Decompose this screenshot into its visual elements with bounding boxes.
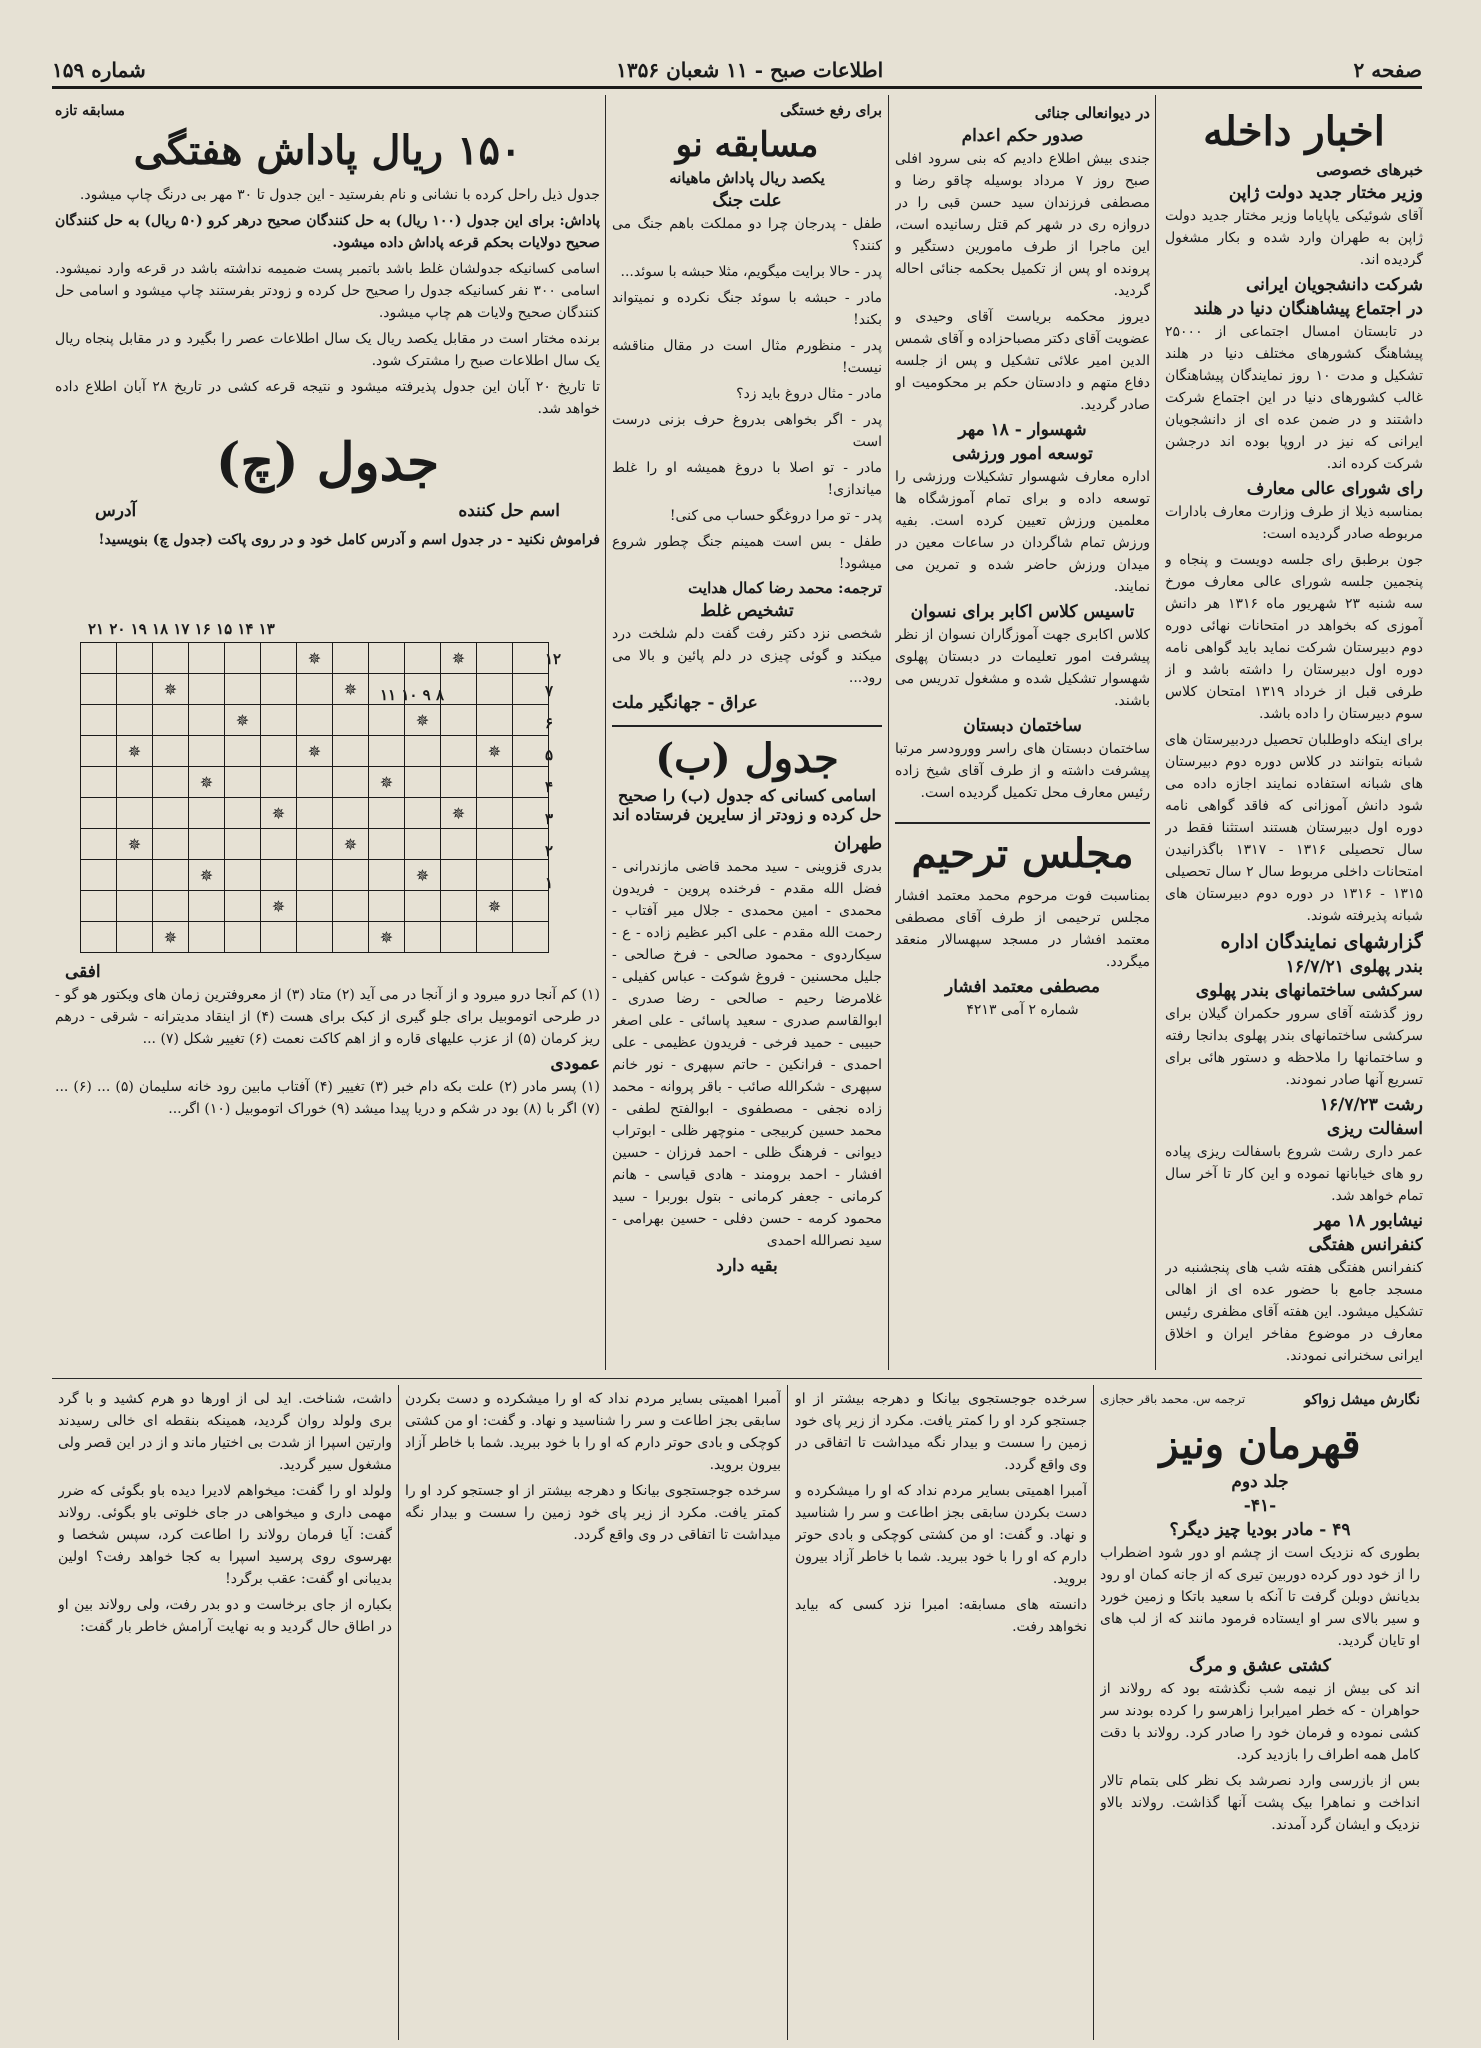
grid-cell[interactable]: [153, 798, 189, 829]
contest-title: مسابقه نو: [675, 125, 819, 165]
grid-cell[interactable]: [441, 829, 477, 860]
grid-row: [81, 829, 549, 860]
grid-column-numbers: ۲۱ ۲۰ ۱۹ ۱۸ ۱۷ ۱۶ ۱۵ ۱۴ ۱۳: [88, 620, 275, 638]
grid-cell[interactable]: [477, 705, 513, 736]
solver-name-label: اسم حل کننده: [458, 501, 560, 521]
crossword-clues: [55, 958, 600, 1368]
grid-cell[interactable]: [81, 643, 117, 674]
kicker: مسابقه تازه: [55, 103, 125, 119]
grid-cell[interactable]: [225, 767, 261, 798]
grid-cell[interactable]: [81, 891, 117, 922]
grid-cell[interactable]: [261, 705, 297, 736]
grid-cell[interactable]: [189, 674, 225, 705]
grid-cell[interactable]: [117, 643, 153, 674]
domestic-news-column: [1165, 100, 1423, 1370]
header-rule: [52, 86, 1422, 89]
serial-story: [1100, 1388, 1420, 2038]
article-text: کنفرانس هفتگی هفته شب های پنجشنبه در مسجد جامع با حضور عده ای از اهالی تشکیل میشود. این هفته آقای مظفری رئیس معارف در موضوع مفاخر ایران و اخلاق ایرانی سخنرانی نمودند.: [1165, 1260, 1423, 1364]
across-clues: (۱) کم آنجا درو میرود و از آنجا در می آید (۲) متاد (۳) از معروفترین زمان های ویکتور هو گو - در طرحی اتوموبیل برای جلو گیری از کبک برای هست (۴) از اینقاد مدیترانه - شرقی - درهم ریز کرمان (۵) از عزب علیهای قاره و از اهم کاکت نعمت (۶) تغییر شکل (۷) ...: [55, 987, 600, 1047]
grid-row-number: ۳: [545, 810, 554, 828]
grid-cell[interactable]: [153, 705, 189, 736]
grid-block-cell: ✵: [405, 860, 441, 891]
serial-title: قهرمان ونیز: [1159, 1421, 1361, 1468]
grid-cell[interactable]: [333, 922, 369, 953]
translator-credit: ترجمه س. محمد باقر حجازی: [1100, 1392, 1246, 1406]
grid-row: [81, 736, 549, 767]
grid-cell[interactable]: [153, 643, 189, 674]
winner-names: بدری قزوینی - سید محمد قاضی مازندرانی - فضل الله مقدم - فرخنده پروین - فریدون محمدی - امین محمدی - جلال میر آفتاب - رحمت الله مقدم - علی اکبر عظیم زاده - ع - سیکاردوی - محمود صالحی - فرخ صالحی - جلیل محسنین - فروغ شوکت - عباس کفیلی - غلامرضا رحیم - صالحی - رضا صدری - ابوالقاسم صدری - سعید پاسائی - علی اصغر حبیبی - حمید فرخی - فریدون عظیمی - علی احمدی - فرانکین - حاتم سپهری - نور خانم سپهری - شکرالله صائب - باقر پروانه - محمد زاده نجفی - مصطفوی - ابوالفتح لطفی - محمد حسین کربیجی - منوچهر ظلی - ابوتراب دیوانی - فرهنگ ظلی - احمد فرزان - حسین افشار - احمد برومند - هادی قیاسی - هانم کرمانی - جعفر کرمانی - بتول بوربرا - سید محمود کرمه - حسن دفلی - حسین بهرامی - سید نصرالله احمدی: [612, 859, 882, 1249]
grid-cell[interactable]: [333, 860, 369, 891]
grid-cell[interactable]: [117, 891, 153, 922]
grid-cell[interactable]: [117, 767, 153, 798]
grid-cell[interactable]: [153, 891, 189, 922]
grid-block-cell: ✵: [333, 829, 369, 860]
grid-block-cell: ✵: [117, 736, 153, 767]
grid-block-cell: ✵: [153, 922, 189, 953]
contest-column: [612, 100, 882, 1370]
grid-cell[interactable]: [513, 860, 549, 891]
grid-cell[interactable]: [189, 736, 225, 767]
grid-block-cell: ✵: [441, 798, 477, 829]
grid-row: [81, 922, 549, 953]
grid-cell[interactable]: [225, 829, 261, 860]
grid-cell[interactable]: [441, 767, 477, 798]
story-text: آمبرا اهمیتی بسایر مردم نداد که او را میشکرده و دست بکردن سابقی بجز اطاعت و سر را شناسید و نهاد. و گفت: او من کشتی کوچکی و بادی حوتر دارم که او را با خود ببرید. شما با خاطر آزاد بیرون بروید.: [405, 1391, 781, 1473]
serial-story-cont: [795, 1388, 1087, 2038]
grid-cell[interactable]: [477, 798, 513, 829]
grid-cell[interactable]: [297, 674, 333, 705]
grid-cell[interactable]: [441, 860, 477, 891]
grid-cell[interactable]: [81, 674, 117, 705]
prize-text: پاداش: برای این جدول (۱۰۰ ریال) به حل کنندگان صحیح درهر کرو (۵۰ ریال) به حل کنندگان صحیح دولایات بحکم قرعه پاداش داده میشود.: [55, 213, 600, 251]
story-text: سرخده جوجستجوی بیانکا و دهرجه بیشتر از او جستجو کرد او را کمتر یافت. مکرد از زیر پای خود زمین را سست و بیدار نگه میداشت تا اتفاقی در وی واقع گردد.: [405, 1483, 781, 1543]
grid-cell[interactable]: [405, 643, 441, 674]
grid-cell[interactable]: [513, 798, 549, 829]
section-divider: [52, 1378, 1422, 1379]
page-header: [52, 58, 1422, 82]
headline: تشخیص غلط: [700, 601, 794, 621]
column-divider: [1155, 95, 1156, 1370]
table-b-title: جدول (ب): [612, 725, 882, 782]
grid-cell[interactable]: [297, 860, 333, 891]
grid-cell[interactable]: [225, 674, 261, 705]
headline: علت جنگ: [712, 191, 782, 211]
story-text: بطوری که نزدیک است از چشم او دور شود اضطراب را از خود دور کرده دوربین تیری که از جانه کمان او رود بدیانش دوبلن گرفت تا آنکه با سعید باتکا و زمین خورد و سیر بالای سر او ایستاده فرمود مانند که از لب های او تایان گردید.: [1100, 1545, 1420, 1649]
article-text: جون برطبق رای جلسه دویست و پنجاه و پنجمین جلسه شورای عالی معارف مورخ سه شنبه ۲۳ شهریور ماه ۱۳۱۶ هر دانش آموزی که بخواهد در امتحانات نهائی دوره دوم دبیرستان شرکت نماید باید گواهی نامه دوره اول دبیرستان را داشته باشد و از طرفی قبل از خرداد ۱۳۱۹ امتحان کلاس سوم دبیرستان را داده باشد.: [1165, 552, 1423, 722]
dialog-line: مادر - تو اصلا با دروغ همیشه او را غلط میاندازی!: [612, 460, 882, 498]
dialog-line: پدر - اگر بخواهی بدروغ حرف بزنی درست است: [612, 412, 882, 450]
signature: عراق - جهانگیر ملت: [612, 693, 758, 713]
grid-cell[interactable]: [297, 798, 333, 829]
grid-cell[interactable]: [117, 860, 153, 891]
dialog-line: مادر - حبشه با سوئد جنگ نکرده و نمیتواند بکند!: [612, 290, 882, 328]
headline-kicker: در دیوانعالی جنائی: [1034, 104, 1150, 122]
section-title: اخبار داخله: [1203, 108, 1385, 155]
grid-cell[interactable]: [261, 736, 297, 767]
grid-cell[interactable]: [81, 705, 117, 736]
crossword-table: [80, 642, 549, 953]
grid-block-cell: ✵: [153, 674, 189, 705]
grid-cell[interactable]: [513, 829, 549, 860]
grid-cell[interactable]: [369, 643, 405, 674]
continued-label: بقیه دارد: [716, 1256, 778, 1276]
grid-row: [81, 705, 549, 736]
grid-cell[interactable]: [369, 674, 405, 705]
grid-row: [81, 860, 549, 891]
across-heading: افقی: [65, 962, 101, 982]
grid-row: [81, 891, 549, 922]
grid-cell[interactable]: [297, 891, 333, 922]
article-text: روز گذشته آقای سرور حکمران گیلان برای سرکشی ساختمانهای بندر پهلوی بدانجا رفته و ساختمانها را ملاحظه و دستور هائی برای تسریع آنها صادر نمودند.: [1165, 1006, 1423, 1088]
grid-cell[interactable]: [405, 798, 441, 829]
grid-cell[interactable]: [513, 891, 549, 922]
grid-row-number: ۱۲: [545, 650, 562, 668]
down-heading: عمودی: [550, 1054, 600, 1074]
grid-cell[interactable]: [189, 829, 225, 860]
grid-cell[interactable]: [153, 860, 189, 891]
story-text: داشت، شناخت. اید لی از اورها دو هرم کشید و با گرد بری ولولد روان گردید، همینکه بنقطه ای خالی رسیدند وارتین اسپرا از شدت بی اختیار ماند و از در این قصر ولی مشغول سیر گردید.: [58, 1391, 392, 1473]
article-text: عمر داری رشت شروع باسفالت ریزی پیاده رو های خیابانها نموده و این کار تا آخر سال تمام خواهد شد.: [1165, 1144, 1423, 1204]
grid-cell[interactable]: [441, 705, 477, 736]
grid-cell[interactable]: [333, 643, 369, 674]
grid-block-cell: ✵: [225, 705, 261, 736]
grid-row-number: ۷: [545, 682, 554, 700]
article-text: ساختمان دبستان های راسر وورودسر مرتبا پیشرفت داشته و از طرف آقای شیخ زاده رئیس معارف محل تکمیل گردیده است.: [895, 741, 1150, 801]
page-number: صفحه ۲: [1353, 58, 1422, 82]
grid-cell[interactable]: [333, 798, 369, 829]
grid-cell[interactable]: [369, 798, 405, 829]
grid-cell[interactable]: [477, 922, 513, 953]
grid-cell[interactable]: [225, 891, 261, 922]
dateline: نیشابور ۱۸ مهر: [1314, 1211, 1423, 1231]
grid-cell[interactable]: [333, 705, 369, 736]
address-label: آدرس: [95, 501, 137, 521]
column-divider: [787, 1385, 788, 2040]
grid-block-cell: ✵: [297, 736, 333, 767]
grid-cell[interactable]: [369, 860, 405, 891]
grid-cell[interactable]: [513, 674, 549, 705]
grid-cell[interactable]: [189, 798, 225, 829]
story-text: آمبرا اهمیتی بسایر مردم نداد که او را میشکرده و دست بکردن سابقی بجز اطاعت و سر را شناسید و نهاد. و گفت: او من کشتی کوچکی و بادی حوتر دارم که او را با خود ببرید. شما با خاطر آزاد بیرون بروید.: [795, 1483, 1087, 1587]
grid-block-cell: ✵: [261, 798, 297, 829]
dialog-line: طفل - بس است همینم جنگ چطور شروع میشود!: [612, 534, 882, 572]
grid-cell[interactable]: [189, 891, 225, 922]
headline: ساختمان دبستان: [963, 716, 1082, 736]
grid-cell[interactable]: [477, 829, 513, 860]
grid-row-number: ۲: [545, 842, 554, 860]
dialog-line: پدر - حالا برایت میگویم، مثلا حبشه با سوئد...: [620, 264, 882, 280]
grid-cell[interactable]: [81, 736, 117, 767]
grid-block-cell: ✵: [369, 767, 405, 798]
serial-story-cont: [58, 1388, 392, 2038]
grid-cell[interactable]: [261, 829, 297, 860]
volume-label: جلد دوم: [1231, 1472, 1289, 1492]
grid-block-cell: ✵: [477, 736, 513, 767]
crossword-title: جدول (چ): [215, 432, 440, 493]
court-news-column: [895, 100, 1150, 1370]
grid-cell[interactable]: [261, 767, 297, 798]
weekly-prize-title: ۱۵۰ ریال پاداش هفتگی: [133, 127, 522, 174]
translator-credit: ترجمه: محمد رضا کمال هدایت: [688, 579, 882, 597]
chapter-subtitle: کشتی عشق و مرگ: [1189, 1656, 1331, 1676]
grid-cell[interactable]: [261, 922, 297, 953]
grid-cell[interactable]: [369, 829, 405, 860]
grid-cell[interactable]: [333, 767, 369, 798]
article-text: تا تاریخ ۲۰ آبان این جدول پذیرفته میشود و نتیجه قرعه کشی در تاریخ ۲۸ آبان اطلاع داده خواهد شد.: [55, 379, 600, 417]
grid-cell[interactable]: [405, 674, 441, 705]
grid-cell[interactable]: [261, 674, 297, 705]
story-text: سرخده جوجستجوی بیانکا و دهرجه بیشتر از او جستجو کرد او را کمتر یافت. مکرد از زیر پای خود زمین را سست و بیدار نگه میداشت تا اتفاقی در وی واقع گردد.: [795, 1391, 1087, 1473]
grid-cell[interactable]: [297, 767, 333, 798]
grid-block-cell: ✵: [441, 643, 477, 674]
serial-story-cont: [405, 1388, 781, 2038]
dateline: بندر پهلوی ۱۶/۷/۲۱: [1285, 957, 1423, 977]
grid-cell[interactable]: [297, 829, 333, 860]
dateline: شهسوار - ۱۸ مهر: [958, 420, 1087, 440]
grid-cell[interactable]: [261, 860, 297, 891]
article-text: دیروز محکمه بریاست آقای وحیدی و عضویت آقای دکتر مصباحزاده و آقای شمس الدین امیر علائی تشکیل و پس از جلسه دفاع متهم و دادستان حکم بر محکومیت او صادر گردید.: [895, 309, 1150, 413]
story-text: بکباره از جای برخاست و دو بدر رفت، ولی رولاند بین او در اطاق حال گردید و به نهایت آرامش خاطر بار گفت:: [58, 1597, 392, 1635]
headline: اسفالت ریزی: [1326, 1119, 1423, 1139]
grid-cell[interactable]: [441, 736, 477, 767]
grid-cell[interactable]: [261, 643, 297, 674]
article-text: اسامی کسانیکه جدولشان غلط باشد باتمبر پست ضمیمه نداشته باشد در قرعه وارد نمیشود. اسامی ۳۰۰ نفر کسانیکه جدول را صحیح حل کرده و زودتر بفرستند چاپ میشود و اسامی حل کنندگان صحیح ولایات هم چاپ میشود.: [55, 261, 600, 321]
city-heading: طهران: [834, 834, 882, 854]
issue-number: شماره ۱۵۹: [52, 58, 146, 82]
headline: وزیر مختار جدید دولت ژاپن: [1228, 183, 1423, 203]
grid-row-number: ۴: [545, 778, 554, 796]
grid-cell[interactable]: [369, 705, 405, 736]
headline: توسعه امور ورزشی: [952, 444, 1093, 464]
grid-row-number: ۶: [545, 714, 554, 732]
article-text: برای اینکه داوطلبان تحصیل دردبیرستان های شبانه بتوانند در کلاس دوره دوم دبیرستان های شبانه استفاده نمایند اجازه داده می شود دانش آموزانی که فاقد گواهی نامه دوره اول دبیرستان هستند استثنا فقط در سال تحصیلی ۱۳۱۶ - ۱۳۱۷ باگذرانیدن امتحانات داخلی مربوط سال ۲ سال تحصیلی ۱۳۱۵ - ۱۳۱۶ در دوره دوم دبیرستان های شبانه پذیرفته شوند.: [1165, 732, 1423, 924]
headline: سرکشی ساختمانهای بندر پهلوی: [1195, 981, 1423, 1001]
dialog-line: پدر - تو مرا دروغگو حساب می کنی!: [669, 508, 882, 524]
column-divider: [1093, 1385, 1094, 2040]
grid-row: [81, 643, 549, 674]
article-text: کلاس اکابری جهت آموزگاران نسوان از نظر پیشرفت امور تعلیمات در دبستان پهلوی شهسوار تشکیل شده و مشغول تدریس می باشند.: [895, 627, 1150, 709]
memorial-title: مجلس ترحیم: [895, 822, 1150, 877]
grid-cell[interactable]: [189, 643, 225, 674]
article-text: جدول ذیل راحل کرده با نشانی و نام بفرستید - این جدول تا ۳۰ مهر بی درنگ چاپ میشود.: [79, 187, 600, 203]
article-text: در تابستان امسال اجتماعی از ۲۵۰۰۰ پیشاهنگ کشورهای مختلف دنیا در هلند تشکیل و مدت ۱۰ روز نمایندگان پیشاهنگان غالب کشورهای دنیا در این اجتماع شرکت داشتند و در ضمن عده ای از دانشجویان ایرانی که نیز در اروپا بوده اند درجشن شرکت کرده اند.: [1165, 324, 1423, 472]
article-text: آقای شوئیکی یاپایاما وزیر مختار جدید دولت ژاپن به طهران وارد شده و بکار مشغول گردیده اند.: [1165, 208, 1423, 268]
grid-block-cell: ✵: [477, 891, 513, 922]
grid-cell[interactable]: [117, 798, 153, 829]
crossword-grid: [80, 642, 549, 953]
column-divider: [398, 1385, 399, 2040]
headline: در اجتماع پیشاهنگان دنیا در هلند: [1193, 299, 1423, 319]
part-number: -۴۱-: [1243, 1496, 1277, 1516]
headline: گزارشهای نمایندگان اداره: [1220, 931, 1423, 953]
grid-cell[interactable]: [81, 829, 117, 860]
grid-cell[interactable]: [369, 891, 405, 922]
headline: کنفرانس هفتگی: [1308, 1235, 1423, 1255]
article-text: جندی بیش اطلاع دادیم که بنی سرود افلی صبح روز ۷ مرداد بوسیله چاقو رضا و مصطفی فرزندان سید حسن قبی را در دروازه ری در شهر کم قتل رسانیده است، این ماجرا از طرف مامورین دستگیر و پرونده او پس از تکمیل بحکمه جنائی احاله گردید.: [895, 151, 1150, 299]
article-text: بمناسبت فوت مرحوم محمد معتمد افشار مجلس ترحیمی از طرف آقای مصطفی معتمد افشار در مسجد سپهسالار منعقد میگردد.: [895, 888, 1150, 970]
contest-subtitle: یکصد ریال پاداش ماهیانه: [669, 169, 825, 187]
kicker: برای رفع خستگی: [780, 103, 882, 119]
article-text: اداره معارف شهسوار تشکیلات ورزشی را توسعه داده و برای تمام آموزشگاه ها معلمین ورزش تعیین کرده است. بفیه ورزش تمام شاگردان در ساعات معین در میدان ورزش حاضر شده و تمرین می نمایند.: [895, 469, 1150, 595]
headline: شرکت دانشجویان ایرانی: [1245, 275, 1423, 295]
grid-row-number: ۱: [545, 874, 554, 892]
grid-column-numbers-lower: ۱۱ ۱۰ ۹ ۸: [380, 686, 445, 704]
grid-block-cell: ✵: [189, 860, 225, 891]
grid-cell[interactable]: [117, 922, 153, 953]
grid-cell[interactable]: [297, 922, 333, 953]
grid-cell[interactable]: [477, 860, 513, 891]
grid-block-cell: ✵: [261, 891, 297, 922]
grid-cell[interactable]: [153, 829, 189, 860]
article-text: برنده مختار است در مقابل یکصد ریال یک سال اطلاعات عصر را بگیرد و در مقابل پنجاه ریال یک سال اطلاعات صبح را مشترک شود.: [55, 331, 600, 369]
grid-block-cell: ✵: [297, 643, 333, 674]
story-text: اند کی بیش از نیمه شب نگذشته بود که رولاند از حواهران - که خطر امیرابرا زاهرسو را کرده بودند سر کشی نموده و فرمان خود را صادر کرد. رولاند با دقت کامل همه اطراف را بازدید کرد.: [1100, 1681, 1420, 1763]
grid-cell[interactable]: [513, 705, 549, 736]
reminder-text: فراموش نکنید - در جدول اسم و آدرس کامل خود و در روی پاکت (جدول چ) بنویسید!: [98, 532, 600, 548]
masthead-date: اطلاعات صبح - ۱۱ شعبان ۱۳۵۶: [616, 58, 884, 82]
grid-cell[interactable]: [477, 767, 513, 798]
news-label: خبرهای خصوصی: [1316, 161, 1423, 179]
grid-cell[interactable]: [189, 922, 225, 953]
dateline: رشت ۱۶/۷/۲۳: [1319, 1095, 1423, 1115]
dialog-line: طفل - پدرجان چرا دو مملکت باهم جنگ می کنند؟: [612, 216, 882, 254]
down-clues: (۱) پسر مادر (۲) علت بکه دام خبر (۳) تغییر (۴) آفتاب مابین رود خانه سلیمان (۵) ... (۶) ... (۷) اگر با (۸) بود در شکم و دریا پیدا میشد (۹) خوراک اتوموبیل (۱۰) اگر...: [55, 1079, 600, 1117]
grid-cell[interactable]: [225, 798, 261, 829]
article-text: شخصی نزد دکتر رفت گفت دلم شلخت درد میکند و گوئی چیزی در دلم پائین و بالا می رود...: [612, 626, 882, 686]
story-text: ولولد او را گفت: میخواهم لادیرا دیده باو بگوئی که ضرر مهمی داری و میخواهی در جای خلوتی باو بگوئی. رولاند گفت: آیا فرمان رولاند را اطاعت کرد، سپس شخصا و بهرسوی روی پرسید اسپرا به کجا خواهد رفت؟ اولین بدیبانی او گفت: عقب برگرد!: [58, 1483, 392, 1587]
grid-cell[interactable]: [477, 674, 513, 705]
grid-cell[interactable]: [513, 643, 549, 674]
grid-cell[interactable]: [405, 829, 441, 860]
grid-cell[interactable]: [81, 798, 117, 829]
grid-cell[interactable]: [153, 736, 189, 767]
story-text: بس از بازرسی وارد نصرشد بک نظر کلی بتمام تالار انداخت و نماهرا بیک پشت آنها گذاشت. رولاند بالاو نزدیک و ایشان گرد آمدند.: [1100, 1773, 1420, 1833]
grid-cell[interactable]: [225, 736, 261, 767]
headline: صدور حکم اعدام: [961, 126, 1084, 146]
grid-block-cell: ✵: [333, 674, 369, 705]
grid-block-cell: ✵: [117, 829, 153, 860]
grid-cell[interactable]: [81, 860, 117, 891]
grid-cell[interactable]: [81, 922, 117, 953]
grid-cell[interactable]: [405, 767, 441, 798]
grid-cell[interactable]: [225, 922, 261, 953]
grid-cell[interactable]: [513, 922, 549, 953]
grid-cell[interactable]: [297, 705, 333, 736]
grid-cell[interactable]: [369, 736, 405, 767]
grid-cell[interactable]: [405, 736, 441, 767]
grid-cell[interactable]: [405, 891, 441, 922]
article-text: بمناسبه ذیلا از طرف وزارت معارف بادارات مربوطه صادر گردیده است:: [1165, 504, 1423, 542]
grid-row-number: ۵: [545, 746, 554, 764]
dialog-line: پدر - منظورم مثال است در مقال مناقشه نیست!: [612, 338, 882, 376]
grid-cell[interactable]: [225, 643, 261, 674]
headline: تاسیس کلاس اکابر برای نسوان: [910, 602, 1135, 622]
grid-cell[interactable]: [225, 860, 261, 891]
column-divider: [888, 95, 889, 1370]
story-text: دانسته های مسابقه: امبرا نزد کسی که بیاید نخواهد رفت.: [795, 1597, 1087, 1635]
grid-cell[interactable]: [153, 767, 189, 798]
author-credit: نگارش میشل زواکو: [1304, 1392, 1420, 1408]
grid-cell[interactable]: [441, 922, 477, 953]
signature: مصطفی معتمد افشار: [945, 977, 1100, 997]
grid-cell[interactable]: [333, 891, 369, 922]
grid-cell[interactable]: [333, 736, 369, 767]
grid-cell[interactable]: [513, 736, 549, 767]
grid-row: [81, 674, 549, 705]
grid-cell[interactable]: [405, 922, 441, 953]
grid-cell[interactable]: [477, 643, 513, 674]
grid-cell[interactable]: [117, 674, 153, 705]
dialog-list: [612, 213, 882, 575]
table-b-intro: اسامی کسانی که جدول (ب) را صحیح حل کرده و زودتر از سایرین فرستاده اند: [612, 786, 882, 824]
headline: رای شورای عالی معارف: [1246, 479, 1423, 499]
dialog-line: مادر - مثال دروغ باید زد؟: [736, 386, 882, 402]
grid-block-cell: ✵: [369, 922, 405, 953]
grid-cell[interactable]: [513, 767, 549, 798]
grid-cell[interactable]: [189, 705, 225, 736]
grid-cell[interactable]: [441, 674, 477, 705]
phone-number: شماره ۲ آمی ۴۲۱۳: [966, 1002, 1079, 1018]
grid-cell[interactable]: [117, 705, 153, 736]
chapter-title: ۴۹ - مادر بودیا چیز دیگر؟: [1169, 1520, 1351, 1540]
grid-row: [81, 798, 549, 829]
grid-cell[interactable]: [81, 767, 117, 798]
grid-cell[interactable]: [441, 891, 477, 922]
grid-row: [81, 767, 549, 798]
column-divider: [605, 95, 606, 1370]
grid-block-cell: ✵: [405, 705, 441, 736]
grid-block-cell: ✵: [189, 767, 225, 798]
